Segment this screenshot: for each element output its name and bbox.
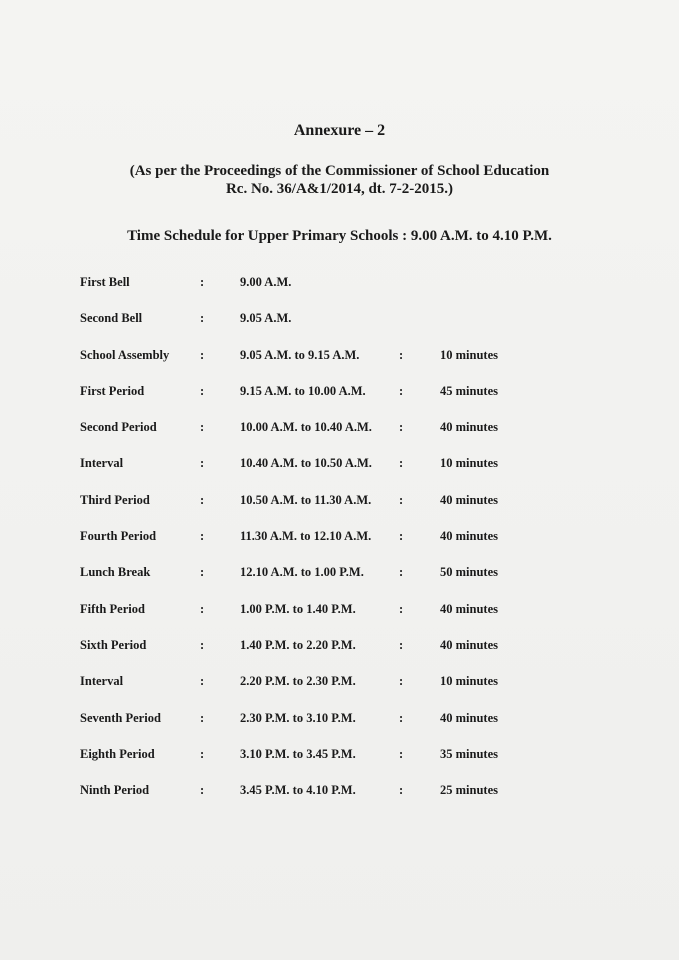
separator: : bbox=[399, 746, 404, 761]
period-duration: 40 minutes bbox=[440, 420, 498, 435]
period-duration: 10 minutes bbox=[440, 347, 498, 362]
proceedings-line-1: (As per the Proceedings of the Commissioner of School Education bbox=[129, 163, 550, 179]
schedule-row bbox=[0, 708, 679, 744]
period-duration: 40 minutes bbox=[440, 710, 498, 725]
schedule-heading: Time Schedule for Upper Primary Schools : 9.00 A.M. to 4.10 P.M. bbox=[127, 228, 552, 244]
period-duration: 50 minutes bbox=[440, 565, 498, 580]
period-time: 3.45 P.M. to 4.10 P.M. bbox=[240, 783, 356, 798]
schedule-row bbox=[0, 635, 679, 671]
schedule-row bbox=[0, 453, 679, 489]
period-duration: 35 minutes bbox=[440, 746, 498, 761]
separator: : bbox=[399, 529, 404, 544]
schedule-row bbox=[0, 780, 679, 816]
schedule-row bbox=[0, 308, 679, 344]
schedule-row bbox=[0, 345, 679, 381]
separator: : bbox=[200, 275, 205, 289]
period-name: Eighth Period bbox=[80, 746, 155, 761]
schedule-row bbox=[0, 490, 679, 526]
schedule-table bbox=[0, 272, 679, 816]
proceedings-reference bbox=[0, 162, 679, 198]
separator: : bbox=[399, 565, 404, 580]
period-time: 2.20 P.M. to 2.30 P.M. bbox=[240, 674, 356, 689]
period-time: 1.00 P.M. to 1.40 P.M. bbox=[240, 601, 356, 616]
schedule-row bbox=[0, 417, 679, 453]
separator: : bbox=[399, 783, 404, 798]
period-name: First Bell bbox=[80, 275, 130, 289]
period-name: Second Bell bbox=[80, 311, 143, 326]
period-time: 1.40 P.M. to 2.20 P.M. bbox=[240, 637, 356, 652]
period-time: 9.00 A.M. bbox=[240, 275, 292, 289]
period-time: 10.00 A.M. to 10.40 A.M. bbox=[240, 420, 372, 435]
proceedings-line-2: Rc. No. 36/A&1/2014, dt. 7-2-2015.) bbox=[225, 181, 454, 197]
period-name: Lunch Break bbox=[80, 565, 151, 580]
period-duration: 40 minutes bbox=[440, 492, 498, 507]
period-name: Seventh Period bbox=[80, 710, 161, 725]
separator: : bbox=[200, 383, 205, 398]
schedule-row bbox=[0, 562, 679, 598]
period-name: Interval bbox=[80, 674, 124, 689]
period-duration: 25 minutes bbox=[440, 783, 498, 798]
period-time: 10.50 A.M. to 11.30 A.M. bbox=[240, 492, 372, 507]
period-duration: 40 minutes bbox=[440, 601, 498, 616]
schedule-row bbox=[0, 744, 679, 780]
period-name: Second Period bbox=[80, 420, 157, 435]
period-time: 9.05 A.M. bbox=[240, 311, 292, 326]
separator: : bbox=[399, 347, 404, 362]
separator: : bbox=[399, 492, 404, 507]
period-name: Sixth Period bbox=[80, 637, 147, 652]
separator: : bbox=[399, 710, 404, 725]
separator: : bbox=[200, 311, 205, 326]
separator: : bbox=[200, 565, 205, 580]
schedule-row bbox=[0, 381, 679, 417]
period-time: 2.30 P.M. to 3.10 P.M. bbox=[240, 710, 356, 725]
separator: : bbox=[200, 710, 205, 725]
period-time: 3.10 P.M. to 3.45 P.M. bbox=[240, 746, 356, 761]
separator: : bbox=[399, 601, 404, 616]
annexure-title: Annexure – 2 bbox=[293, 122, 386, 139]
schedule-row bbox=[0, 671, 679, 707]
separator: : bbox=[200, 783, 205, 798]
schedule-row bbox=[0, 272, 679, 308]
separator: : bbox=[200, 674, 205, 689]
period-name: School Assembly bbox=[80, 347, 170, 362]
period-name: Interval bbox=[80, 456, 124, 471]
separator: : bbox=[200, 456, 205, 471]
schedule-row bbox=[0, 526, 679, 562]
period-time: 11.30 A.M. to 12.10 A.M. bbox=[240, 529, 372, 544]
separator: : bbox=[200, 420, 205, 435]
separator: : bbox=[200, 601, 205, 616]
period-name: Fourth Period bbox=[80, 529, 157, 544]
separator: : bbox=[200, 492, 205, 507]
period-name: Third Period bbox=[80, 492, 150, 507]
period-name: Ninth Period bbox=[80, 783, 150, 798]
separator: : bbox=[200, 347, 205, 362]
period-duration: 10 minutes bbox=[440, 674, 498, 689]
period-duration: 40 minutes bbox=[440, 529, 498, 544]
period-duration: 10 minutes bbox=[440, 456, 498, 471]
separator: : bbox=[399, 456, 404, 471]
period-time: 12.10 A.M. to 1.00 P.M. bbox=[240, 565, 364, 580]
period-name: First Period bbox=[80, 383, 145, 398]
separator: : bbox=[399, 674, 404, 689]
period-time: 9.05 A.M. to 9.15 A.M. bbox=[240, 347, 360, 362]
separator: : bbox=[399, 637, 404, 652]
schedule-row bbox=[0, 599, 679, 635]
period-time: 9.15 A.M. to 10.00 A.M. bbox=[240, 383, 366, 398]
separator: : bbox=[200, 529, 205, 544]
period-duration: 45 minutes bbox=[440, 383, 498, 398]
period-time: 10.40 A.M. to 10.50 A.M. bbox=[240, 456, 372, 471]
separator: : bbox=[399, 383, 404, 398]
period-name: Fifth Period bbox=[80, 601, 145, 616]
separator: : bbox=[200, 637, 205, 652]
period-duration: 40 minutes bbox=[440, 637, 498, 652]
separator: : bbox=[200, 746, 205, 761]
separator: : bbox=[399, 420, 404, 435]
